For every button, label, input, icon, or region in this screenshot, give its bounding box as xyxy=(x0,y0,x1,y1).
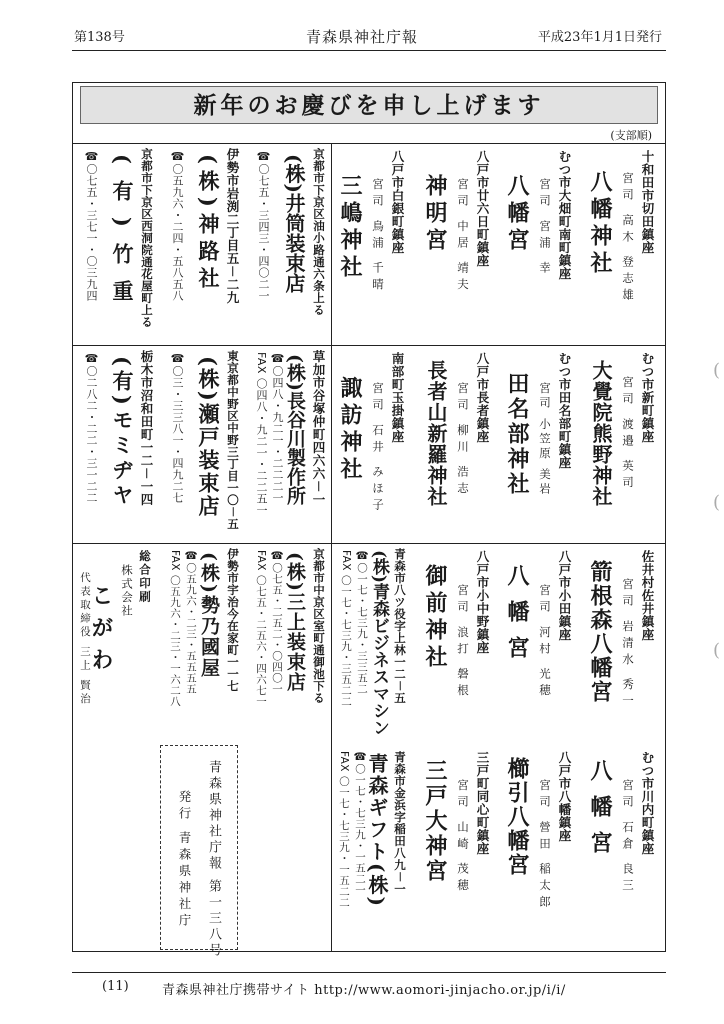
shrine-name: 八幡宮 xyxy=(587,759,613,867)
shrine-card xyxy=(416,544,501,744)
shrine-address: 八戸市白銀町鎮座 xyxy=(390,150,405,254)
shrine-address: 八戸市小田鎮座 xyxy=(557,550,572,641)
shrine-priest: 宮司 中居 靖夫 xyxy=(456,178,470,295)
company-phone: ☎〇七五・三七一・〇三九四 xyxy=(85,150,98,302)
shrine-card xyxy=(583,144,666,344)
binding-mark-icon: ( xyxy=(712,640,720,661)
company-phone: ☎〇三・三三八一・四九二七 xyxy=(171,352,184,504)
shrine-name: 長者山新羅神社 xyxy=(424,360,448,507)
shrine-name: 三戸大神宮 xyxy=(422,759,448,884)
shrine-card xyxy=(331,346,416,542)
company-type: 株式会社 xyxy=(120,564,134,618)
shrine-priest: 宮司 小笠原 美岩 xyxy=(538,382,552,497)
shrine-priest: 宮司 河村 光穂 xyxy=(538,584,552,701)
company-card xyxy=(159,144,245,344)
shrine-address: 八戸市小中野鎮座 xyxy=(475,550,490,654)
company-name: (株)井筒装束店 xyxy=(282,154,306,293)
shrine-address: 八戸市廿六日町鎮座 xyxy=(475,150,490,267)
shrine-address: むつ市新町鎮座 xyxy=(640,352,655,443)
company-address: 草加市谷塚仲町四六六－一 xyxy=(311,350,326,507)
company-phone: ☎〇五九六・二四・五八五八 xyxy=(171,150,184,302)
shrine-name: 御前神社 xyxy=(422,564,448,672)
company-name: (株)神路社 xyxy=(196,154,221,294)
company-representative: 代表取締役 三上 賢治 xyxy=(79,572,91,707)
company-card xyxy=(159,346,245,542)
company-address: 東京都中野区中野三丁目一〇－五 xyxy=(226,350,240,530)
company-card xyxy=(72,544,159,744)
publication-date: 平成23年1月1日発行 xyxy=(537,30,662,45)
publisher-name: 発行 青森県神社庁 xyxy=(177,790,192,930)
footer-rule xyxy=(72,972,666,973)
company-card xyxy=(72,144,159,344)
shrine-priest: 宮司 石倉 良三 xyxy=(621,779,635,896)
shrine-name: 諏訪神社 xyxy=(337,376,363,484)
header-rule xyxy=(72,50,666,51)
shrine-name: 八幡神社 xyxy=(587,170,613,278)
company-fax: FAX 〇一七・七三九・三五二二 xyxy=(340,550,352,707)
company-name: (有)モミヂヤ xyxy=(110,356,135,509)
shrine-address: 佐井村佐井鎮座 xyxy=(640,550,655,641)
shrine-name: 八幡宮 xyxy=(504,174,530,255)
shrine-priest: 宮司 柳川 浩志 xyxy=(456,382,470,499)
company-name: (株)瀬戸装束店 xyxy=(196,356,221,518)
binding-mark-icon: ( xyxy=(712,492,720,513)
company-card xyxy=(331,745,416,950)
company-card xyxy=(331,544,416,744)
publisher-issue: 青森県神社庁報 第一三八号 xyxy=(206,760,221,960)
company-name: こがわ xyxy=(88,584,114,680)
company-name: (株)勢乃國屋 xyxy=(198,552,220,679)
company-card xyxy=(72,346,159,542)
shrine-address: むつ市川内町鎮座 xyxy=(640,751,655,855)
shrine-address: むつ市大畑町南町鎮座 xyxy=(557,150,572,280)
shrine-card xyxy=(416,346,501,542)
company-fax: FAX 〇七五・二五六・四六七一 xyxy=(255,550,267,707)
company-address: 青森市金浜字稲田八九－一 xyxy=(393,751,407,895)
shrine-card xyxy=(583,745,666,950)
company-address: 伊勢市宇治今在家町一一七 xyxy=(226,548,240,692)
company-address: 京都市中京区室町通御池下る xyxy=(312,548,326,704)
shrine-priest: 宮司 鳥浦 千晴 xyxy=(371,178,385,295)
company-address: 栃木市沼和田町一二－一四 xyxy=(139,350,154,507)
shrine-priest: 宮司 浪打 磐根 xyxy=(456,584,470,701)
company-name: (株)青森ビジネスマシン xyxy=(369,550,389,737)
company-address: 青森市八ツ役字上林一二－五 xyxy=(393,548,407,704)
company-phone: ☎〇四八・九二一・二二二一 xyxy=(271,352,284,504)
company-name: (株)長谷川製作所 xyxy=(284,354,306,505)
company-category: 総合印刷 xyxy=(138,550,152,604)
shrine-address: 十和田市切田鎮座 xyxy=(640,150,655,254)
shrine-card xyxy=(501,745,583,950)
shrine-card xyxy=(583,544,666,744)
company-card xyxy=(245,346,331,542)
shrine-address: 三戸町同心町鎮座 xyxy=(475,751,490,855)
shrine-address: 八戸市八幡鎮座 xyxy=(557,751,572,842)
company-address: 伊勢市岩渕二丁目五－二九 xyxy=(225,148,240,305)
publisher-box xyxy=(160,745,238,960)
shrine-card xyxy=(583,346,666,542)
shrine-priest: 宮司 宮浦 幸 xyxy=(538,178,552,278)
company-name: 青森ギフト(株) xyxy=(365,753,389,908)
shrine-address: 南部町玉掛鎮座 xyxy=(390,352,405,443)
company-phone: ☎〇五九六・二三・五五五五 xyxy=(185,550,197,695)
shrine-priest: 宮司 岩清水 秀一 xyxy=(621,578,635,711)
page-number: (11) xyxy=(102,979,129,994)
shrine-card xyxy=(501,346,583,542)
company-fax: FAX 〇五九六・二三・一六二八 xyxy=(169,550,181,707)
issue-number: 第138号 xyxy=(74,30,125,45)
shrine-priest: 宮司 營田 稲太郎 xyxy=(538,779,552,912)
greeting-banner: 新年のお慶びを申し上げます xyxy=(80,86,658,124)
shrine-priest: 宮司 石井 みほ子 xyxy=(371,382,385,515)
company-card xyxy=(245,144,331,344)
shrine-name: 三嶋神社 xyxy=(337,174,363,282)
order-note: (支部順) xyxy=(610,129,652,142)
shrine-card xyxy=(501,144,583,344)
company-phone: ☎〇二八二・二二・三一二二 xyxy=(85,352,98,504)
company-card xyxy=(159,544,245,744)
company-address: 京都市下京区西洞院通花屋町上る xyxy=(140,148,154,328)
shrine-priest: 宮司 山崎 茂穂 xyxy=(456,779,470,896)
shrine-name: 神明宮 xyxy=(422,174,448,255)
shrine-card xyxy=(416,745,501,950)
company-name: (株)三上装束店 xyxy=(284,552,306,692)
company-fax: FAX 〇一七・七三九・一五二二 xyxy=(338,751,350,908)
binding-mark-icon: ( xyxy=(712,360,720,381)
company-phone: ☎〇七五・二五二・〇四〇一 xyxy=(271,550,283,695)
company-phone: ☎〇七五・三四三・四〇二一 xyxy=(257,150,270,302)
shrine-name: 八幡宮 xyxy=(504,564,530,672)
shrine-card xyxy=(501,544,583,744)
shrine-name: 櫛引八幡宮 xyxy=(504,757,530,877)
company-address: 京都市下京区油小路通六条上る xyxy=(312,148,326,316)
company-phone: ☎〇一七・七三九・三三五二 xyxy=(356,550,368,695)
publication-title: 青森県神社庁報 xyxy=(305,28,418,46)
company-card xyxy=(245,544,331,744)
mobile-site-link[interactable]: 青森県神社庁携帯サイト http://www.aomori-jinjacho.or.jp/i/i/ xyxy=(162,983,566,998)
shrine-address: むつ市田名部町鎮座 xyxy=(557,352,572,469)
shrine-card xyxy=(416,144,501,344)
shrine-priest: 宮司 渡邉 英司 xyxy=(621,376,635,493)
shrine-card xyxy=(331,144,416,344)
company-phone: ☎〇一七・七三九・一五二一 xyxy=(354,751,366,896)
shrine-priest: 宮司 高木 登志雄 xyxy=(621,172,635,305)
company-fax: FAX 〇四八・九二一・二二五一 xyxy=(255,352,268,516)
shrine-name: 大覺院熊野神社 xyxy=(589,360,613,507)
company-name: (有)竹重 xyxy=(110,154,135,317)
shrine-address: 八戸市長者鎮座 xyxy=(475,352,490,443)
shrine-name: 箭根森八幡宮 xyxy=(587,560,613,704)
shrine-name: 田名部神社 xyxy=(504,372,530,497)
